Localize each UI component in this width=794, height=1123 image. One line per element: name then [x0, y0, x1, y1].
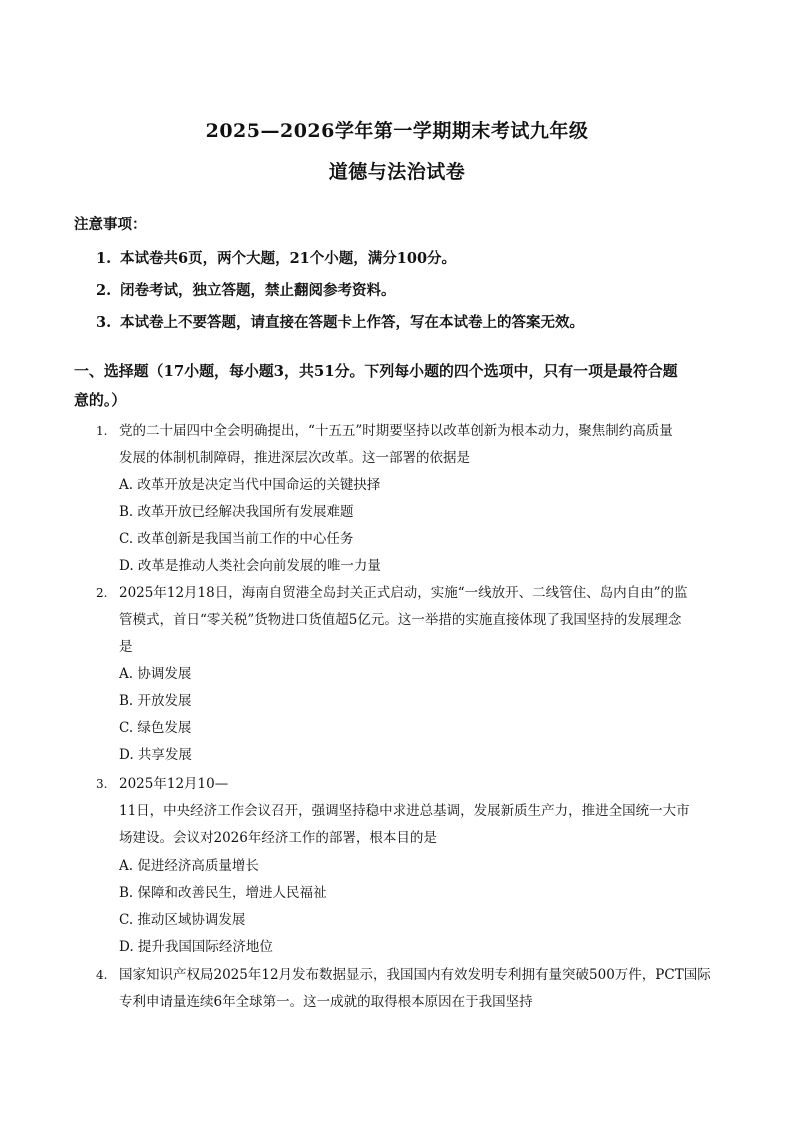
option-c: C. 绿色发展	[119, 720, 192, 736]
question-number: 4.	[96, 968, 108, 982]
notice-item-text: 本试卷共6页，两个大题，21个小题，满分100分。	[120, 250, 457, 267]
question-stem-line: 发展的体制机制障碍，推进深层次改革。这一部署的依据是	[119, 450, 470, 466]
section-heading-line: 一、选择题（17小题，每小题3，共51分。下列每小题的四个选项中，只有一项是最符合题	[74, 362, 678, 380]
notice-item	[96, 311, 584, 332]
notice-heading: 注意事项：	[74, 216, 147, 233]
option-a: A. 促进经济高质量增长	[119, 858, 259, 874]
option-d: D. 改革是推动人类社会向前发展的唯一力量	[119, 558, 381, 574]
question-stem-line: 专利申请量连续6年全球第一。这一成就的取得根本原因在于我国坚持	[119, 994, 533, 1010]
notice-item	[96, 279, 396, 300]
option-d: D. 共享发展	[119, 747, 192, 763]
notice-item-number: 1.	[96, 250, 112, 267]
option-b: B. 改革开放已经解决我国所有发展难题	[119, 504, 354, 520]
question-stem-line: 11日，中央经济工作会议召开，强调坚持稳中求进总基调，发展新质生产力，推进全国统一大市	[119, 803, 690, 819]
notice-item-text: 本试卷上不要答题，请直接在答题卡上作答，写在本试卷上的答案无效。	[120, 314, 584, 331]
option-a: A. 改革开放是决定当代中国命运的关键抉择	[119, 477, 381, 493]
option-a: A. 协调发展	[119, 666, 192, 682]
exam-subject-title: 道德与法治试卷	[328, 161, 466, 183]
question-stem-line: 场建设。会议对2026年经济工作的部署，根本目的是	[119, 830, 437, 846]
question-stem-line: 2025年12月10—	[119, 776, 229, 792]
option-c: C. 改革创新是我国当前工作的中心任务	[119, 531, 354, 547]
exam-title: 2025—2026学年第一学期期末考试九年级	[205, 120, 589, 142]
notice-item-number: 3.	[96, 314, 112, 331]
option-d: D. 提升我国国际经济地位	[119, 939, 273, 955]
section-heading-line: 意的。）	[74, 391, 127, 409]
question-stem-line: 党的二十届四中全会明确提出，“十五五”时期要坚持以改革创新为根本动力，聚焦制约高质量	[119, 423, 673, 439]
question-number: 3.	[96, 777, 108, 791]
question-number: 2.	[96, 586, 108, 600]
notice-item-text: 闭卷考试，独立答题，禁止翻阅参考资料。	[120, 282, 396, 299]
question-stem-line: 管模式，首日“零关税”货物进口货值超5亿元。这一举措的实施直接体现了我国坚持的发展理念	[119, 612, 682, 628]
notice-item-number: 2.	[96, 282, 112, 299]
option-b: B. 保障和改善民生，增进人民福祉	[119, 885, 327, 901]
option-b: B. 开放发展	[119, 693, 192, 709]
question-stem-line: 是	[119, 639, 133, 655]
section-heading	[74, 357, 724, 415]
option-c: C. 推动区域协调发展	[119, 912, 246, 928]
notice-item	[96, 247, 456, 268]
question-number: 1.	[96, 424, 108, 438]
question-stem-line: 2025年12月18日，海南自贸港全岛封关正式启动，实施“一线放开、二线管住、岛内自由”的监	[119, 585, 688, 601]
question-stem-line: 国家知识产权局2025年12月发布数据显示，我国国内有效发明专利拥有量突破500万件，PCT国际	[119, 967, 711, 983]
